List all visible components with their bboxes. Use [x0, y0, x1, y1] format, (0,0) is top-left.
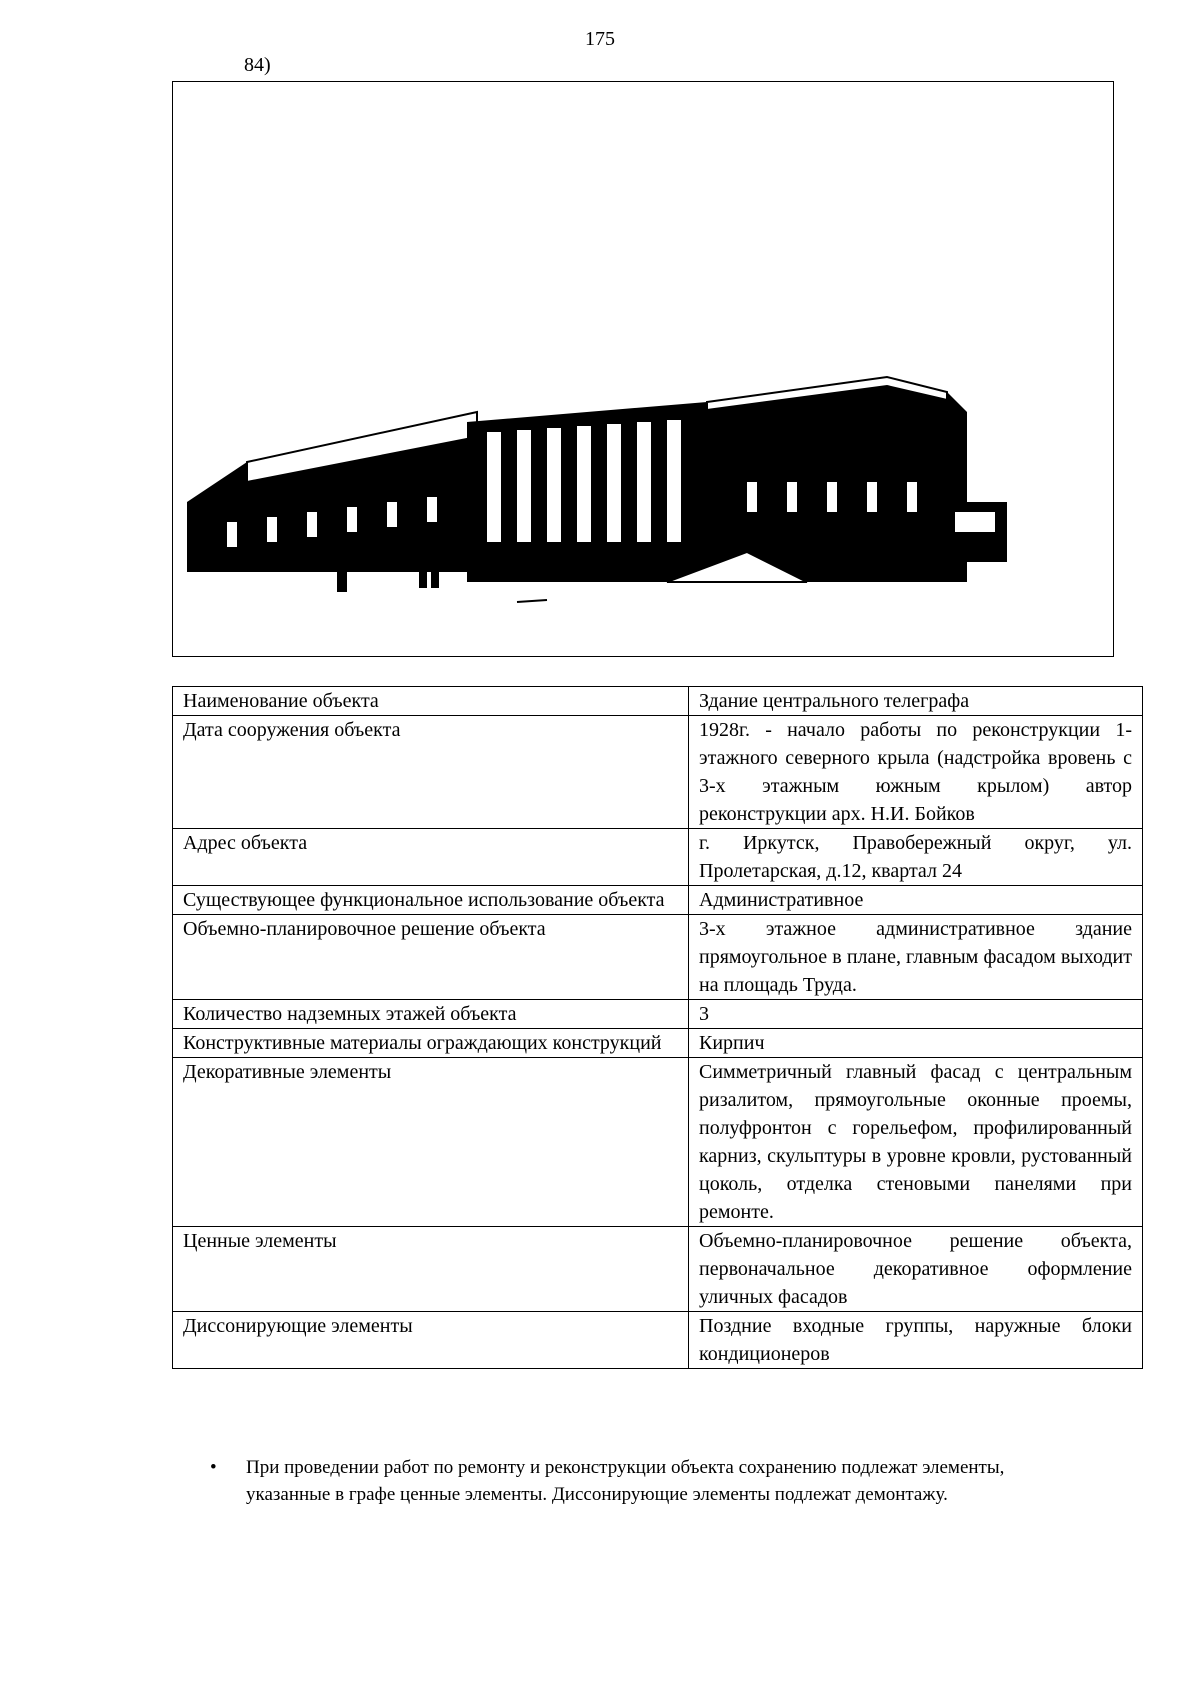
note-text: При проведении работ по ремонту и реконструкции объекта сохранению подлежат элементы, указанные в графе ценные элементы. Диссонирующие элементы подлежат демонтажу. [246, 1457, 1005, 1505]
bullet-icon: • [210, 1457, 217, 1478]
row-value: г. Иркутск, Правобережный округ, ул. Пролетарская, д.12, квартал 24 [689, 829, 1143, 886]
row-value: Симметричный главный фасад с центральным ризалитом, прямоугольные оконные проемы, полуфронтон с горельефом, профилированный карниз, скульптуры в уровне кровли, рустованный цоколь, отделка стеновыми панелями при ремонте. [689, 1058, 1143, 1227]
table-row [173, 1058, 1143, 1227]
row-value: Кирпич [689, 1029, 1143, 1058]
row-label: Объемно-планировочное решение объекта [173, 915, 689, 1000]
row-value: 3 [689, 1000, 1143, 1029]
row-value: Объемно-планировочное решение объекта, первоначальное декоративное оформление уличных фасадов [689, 1227, 1143, 1312]
row-value: Здание центрального телеграфа [689, 687, 1143, 716]
row-label: Количество надземных этажей объекта [173, 1000, 689, 1029]
row-label: Ценные элементы [173, 1227, 689, 1312]
row-label: Дата сооружения объекта [173, 716, 689, 829]
table-row [173, 886, 1143, 915]
page-number: 175 [585, 28, 615, 50]
table-row [173, 915, 1143, 1000]
item-number: 84) [244, 54, 271, 76]
building-photo [172, 81, 1114, 657]
table-row [173, 687, 1143, 716]
table-row [173, 1000, 1143, 1029]
row-value: Административное [689, 886, 1143, 915]
row-label: Диссонирующие элементы [173, 1312, 689, 1369]
table-row [173, 1312, 1143, 1369]
row-value: 3-х этажное административное здание прямоугольное в плане, главным фасадом выходит на площадь Труда. [689, 915, 1143, 1000]
row-value: 1928г. - начало работы по реконструкции 1-этажного северного крыла (надстройка вровень с 3-х этажным южным крылом) автор реконструкции арх. Н.И. Бойков [689, 716, 1143, 829]
table-row [173, 1227, 1143, 1312]
table-row [173, 1029, 1143, 1058]
preservation-note [210, 1454, 1090, 1508]
row-label: Адрес объекта [173, 829, 689, 886]
object-attributes-table [172, 686, 1143, 1369]
row-label: Декоративные элементы [173, 1058, 689, 1227]
table-row [173, 716, 1143, 829]
building-photo-icon [187, 282, 1101, 652]
row-label: Существующее функциональное использование объекта [173, 886, 689, 915]
row-value: Поздние входные группы, наружные блоки кондиционеров [689, 1312, 1143, 1369]
row-label: Конструктивные материалы ограждающих конструкций [173, 1029, 689, 1058]
table-row [173, 829, 1143, 886]
row-label: Наименование объекта [173, 687, 689, 716]
